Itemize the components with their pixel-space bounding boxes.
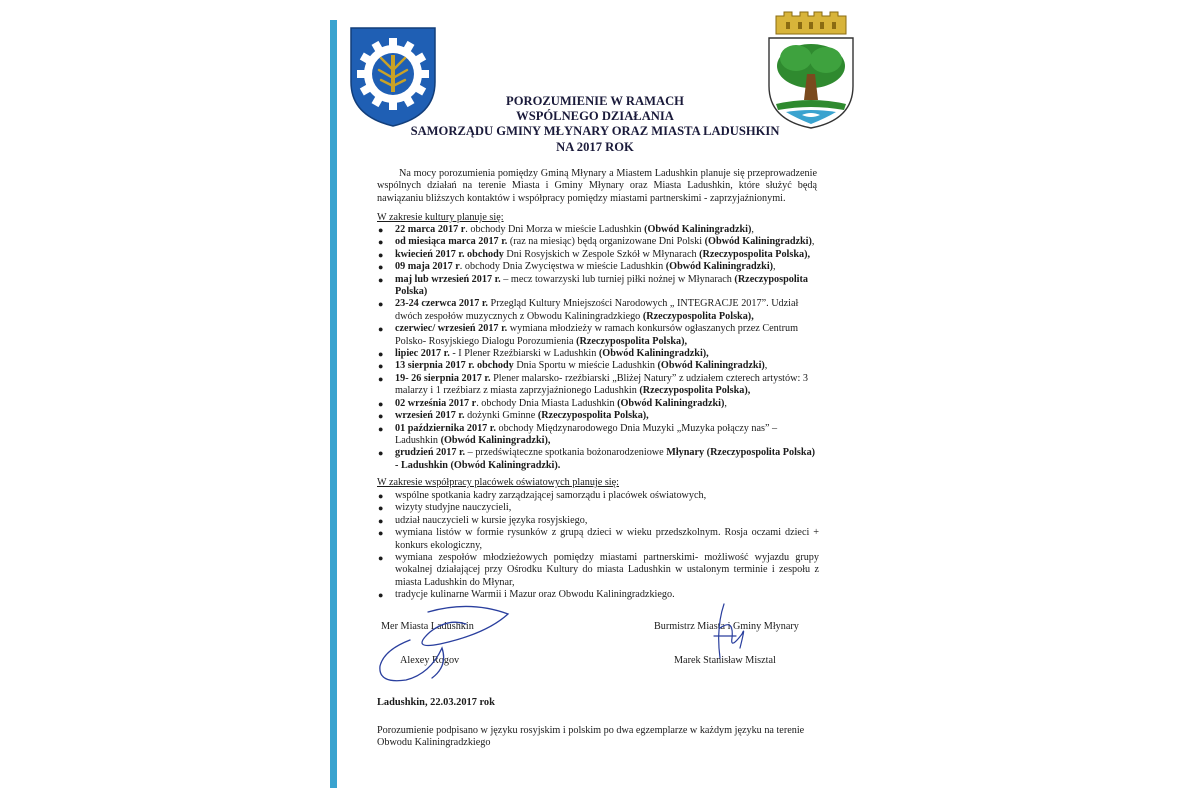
- culture-item-text: (raz na miesiąc) będą organizowane Dni Polski: [507, 236, 705, 248]
- culture-item-location: (Obwód Kaliningradzki),: [440, 434, 551, 446]
- culture-item-location: (Rzeczypospolita Polska),: [537, 410, 649, 422]
- culture-item-location: (Rzeczypospolita Polska),: [699, 248, 811, 260]
- bullet-icon: ●: [378, 448, 384, 459]
- culture-item-suffix: ,: [773, 261, 776, 273]
- culture-item: [377, 423, 819, 448]
- culture-item-date: grudzień 2017 r.: [395, 447, 466, 459]
- bullet-icon: ●: [378, 249, 384, 260]
- bullet-icon: ●: [378, 299, 384, 310]
- education-item-text: wymiana listów w formie rysunków z grupą dzieci w wieku przedszkolnym. Rosja oczami dzieci + konkurs ekologiczny,: [395, 527, 819, 551]
- right-signature-icon: [700, 598, 760, 668]
- culture-item-location: (Obwód Kaliningradzki): [665, 261, 774, 273]
- culture-item-location: (Obwód Kaliningradzki),: [598, 348, 709, 360]
- culture-item-text: - I Plener Rzeźbiarski w Ladushkin: [449, 348, 599, 360]
- culture-item-date: kwiecień 2017 r. obchody: [395, 248, 504, 260]
- culture-item-text: dożynki Gminne: [464, 410, 538, 422]
- culture-item-suffix: ,: [724, 397, 727, 409]
- bullet-icon: ●: [378, 528, 384, 539]
- bullet-icon: ●: [378, 411, 384, 422]
- title-line-3: SAMORZĄDU GMINY MŁYNARY ORAZ MIASTA LADUSHKIN: [410, 124, 780, 139]
- culture-item-location: (Obwód Kaliningradzki): [617, 397, 725, 409]
- culture-item: [377, 373, 819, 398]
- education-list: [377, 490, 819, 602]
- footer-note: Porozumienie podpisano w języku rosyjskim i polskim po dwa egzemplarze w każdym języku na terenie Obwodu Kaliningradzkiego: [377, 725, 805, 749]
- bullet-icon: ●: [378, 590, 384, 601]
- title-line-4: NA 2017 ROK: [556, 139, 634, 154]
- culture-item-text: wymiana młodzieży w ramach konkursów ogłaszanych przez Centrum Polsko- Rosyjskiego Dialogu Porozumienia: [395, 323, 799, 347]
- bullet-icon: ●: [378, 324, 384, 335]
- left-signature-icon: [370, 600, 520, 690]
- bullet-icon: ●: [378, 553, 384, 564]
- culture-item-date: 22 marca 2017 r: [395, 224, 466, 235]
- bullet-icon: ●: [378, 262, 384, 273]
- culture-item-location: (Obwód Kaliningradzki): [657, 360, 765, 372]
- education-item: [377, 515, 819, 527]
- education-item-text: tradycje kulinarne Warmii i Mazur oraz Obwodu Kaliningradzkiego.: [395, 589, 675, 601]
- culture-item: [377, 261, 819, 273]
- left-signatory-title: Mer Miasta Ladushkin: [381, 621, 474, 632]
- culture-item: [377, 348, 819, 360]
- culture-item-date: 23-24 czerwca 2017 r.: [395, 298, 488, 310]
- culture-item-text: – przedświąteczne spotkania bożonarodzeniowe: [465, 447, 667, 459]
- bullet-icon: ●: [378, 349, 384, 360]
- intro-paragraph: Na mocy porozumienia pomiędzy Gminą Młynary a Miastem Ladushkin planuje się przeprowadzenie wspólnych działań na terenie Miasta i Gminy Młynary oraz Miasta Ladushkin, które służyć będą nawiązaniu bliższych kontaktów i współpracy pomiędzy miastami partnerskimi - zaprzyjaźnionymi.: [377, 168, 817, 204]
- right-signatory-title: Burmistrz Miasta i Gminy Młynary: [654, 621, 799, 632]
- culture-item-text: Dnia Sportu w mieście Ladushkin: [513, 360, 658, 372]
- education-item: [377, 502, 819, 514]
- title-line-1: POROZUMIENIE W RAMACH: [506, 94, 684, 108]
- culture-item-location: (Obwód Kaliningradzki): [704, 236, 812, 248]
- education-item: [377, 490, 819, 502]
- culture-item-date: 02 września 2017 r: [395, 397, 477, 409]
- education-section-heading: W zakresie współpracy placówek oświatowych planuje się:: [377, 477, 619, 488]
- bullet-icon: ●: [378, 503, 384, 514]
- culture-item: [377, 410, 819, 422]
- culture-item-date: wrzesień 2017 r.: [395, 410, 465, 422]
- culture-item: [377, 274, 819, 299]
- culture-item-location: (Rzeczypospolita Polska),: [642, 310, 754, 322]
- bullet-icon: ●: [378, 225, 384, 235]
- culture-list: [377, 224, 819, 472]
- left-signatory-name: Alexey Rogov: [400, 655, 460, 666]
- education-item-text: udział nauczycieli w kursie języka rosyjskiego,: [395, 514, 588, 526]
- bullet-icon: ●: [378, 237, 384, 248]
- culture-item-date: 09 maja 2017 r: [395, 261, 460, 273]
- document-title: [380, 94, 810, 155]
- culture-item-text: obchody Międzynarodowego Dnia Muzyki „Muzyka połączy nas” – Ladushkin: [395, 422, 778, 446]
- culture-item: [377, 224, 819, 236]
- culture-item-text: . obchody Dnia Zwycięstwa w mieście Ladushkin: [459, 261, 666, 273]
- culture-item-suffix: ,: [751, 224, 754, 235]
- culture-item-date: 01 października 2017 r.: [395, 422, 496, 434]
- culture-item-date: 13 sierpnia 2017 r. obchody: [395, 360, 514, 372]
- culture-item: [377, 298, 819, 323]
- education-item-text: wymiana zespołów młodzieżowych pomiędzy miastami partnerskimi- możliwość wyjazdu grupy wokalnej działającej przy Ośrodku Kultury do miasta Ladushkin w ustalonym terminie i zespołu z miasta Ladushkin do Młynar,: [395, 552, 819, 588]
- culture-item-location: (Rzeczypospolita Polska),: [576, 335, 688, 347]
- culture-item-suffix: ,: [811, 236, 815, 248]
- culture-section-heading: W zakresie kultury planuje się:: [377, 212, 504, 223]
- bullet-icon: ●: [378, 373, 384, 384]
- culture-item: [377, 323, 819, 348]
- culture-item-location: (Obwód Kaliningradzki): [644, 224, 752, 235]
- bullet-icon: ●: [378, 515, 384, 526]
- culture-item-text: . obchody Dnia Miasta Ladushkin: [476, 397, 618, 409]
- culture-item-text: . obchody Dni Morza w mieście Ladushkin: [465, 224, 645, 235]
- culture-item: [377, 360, 819, 372]
- culture-item-text: Plener malarsko- rzeźbiarski „Bliżej Natury” z udziałem czterech artystów: 3 malarzy i 1 rzeźbiarz z miasta zaprzyjaźnionego Ladushkin: [395, 372, 808, 397]
- bullet-icon: ●: [378, 274, 384, 285]
- place-and-date: Ladushkin, 22.03.2017 rok: [377, 697, 495, 708]
- bullet-icon: ●: [378, 361, 384, 372]
- culture-item-date: od miesiąca marca 2017 r.: [395, 236, 508, 248]
- culture-item-location: (Rzeczypospolita Polska),: [639, 385, 751, 397]
- bullet-icon: ●: [378, 491, 384, 501]
- culture-item-date: maj lub wrzesień 2017 r.: [395, 273, 501, 285]
- culture-item: [377, 398, 819, 410]
- blue-side-bar: [330, 20, 337, 788]
- right-signatory-name: Marek Stanisław Misztal: [674, 655, 776, 666]
- bullet-icon: ●: [378, 423, 384, 434]
- culture-item-date: 19- 26 sierpnia 2017 r.: [395, 372, 491, 384]
- education-item-text: wspólne spotkania kadry zarządzającej samorządu i placówek oświatowych,: [395, 490, 707, 501]
- culture-item: [377, 447, 819, 472]
- culture-item-text: Przegląd Kultury Mniejszości Narodowych „ INTEGRACJE 2017”. Udział dwóch zespołów muzycznych z Obwodu Kaliningradzkiego: [395, 298, 799, 322]
- culture-item-suffix: ,: [764, 360, 768, 372]
- bullet-icon: ●: [378, 398, 384, 409]
- culture-item-date: lipiec 2017 r.: [395, 348, 450, 360]
- culture-item: [377, 249, 819, 261]
- title-line-2: WSPÓLNEGO DZIAŁANIA: [516, 109, 674, 124]
- education-item: [377, 552, 819, 589]
- culture-item-text: Dni Rosyjskich w Zespole Szkół w Młynarach: [503, 248, 700, 260]
- culture-item-location: Młynary (Rzeczypospolita Polska) - Ladushkin (Obwód Kaliningradzki).: [395, 447, 816, 471]
- education-item-text: wizyty studyjne nauczycieli,: [395, 502, 512, 514]
- culture-item-date: czerwiec/ wrzesień 2017 r.: [395, 323, 508, 335]
- culture-item-text: – mecz towarzyski lub turniej piłki nożnej w Młynarach: [500, 273, 735, 285]
- culture-item-location: (Rzeczypospolita Polska): [395, 273, 808, 298]
- culture-item: [377, 236, 819, 248]
- education-item: [377, 527, 819, 552]
